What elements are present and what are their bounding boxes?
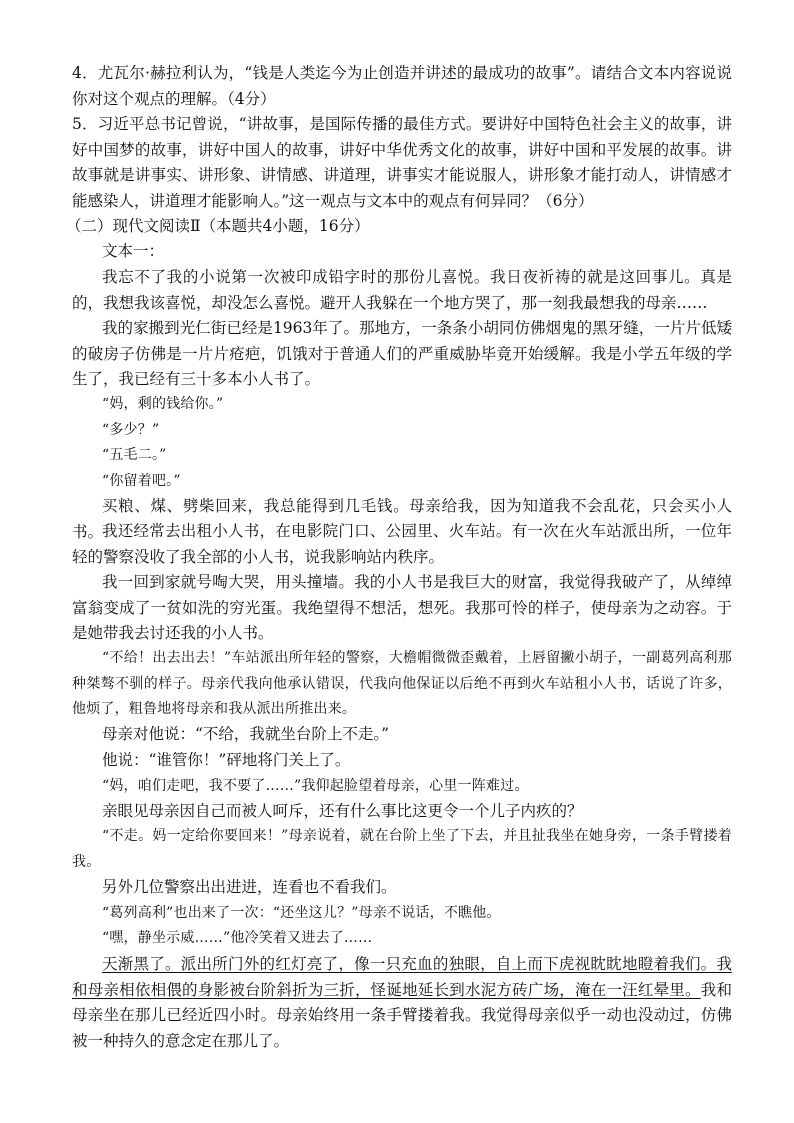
underlined-passage: 天渐黑了。派出所门外的红灯亮了，像一只充血的独眼，自上而下虎视眈眈地瞪着我们。我和母亲相依相偎的身影被台阶斜折为三折，怪诞地延长到水泥方砖广场，淹在一汪红晕里。 [72,955,732,999]
question-5: 5．习近平总书记曾说，“讲故事，是国际传播的最佳方式。要讲好中国特色社会主义的故事，讲好中国梦的故事，讲好中国人的故事，讲好中华优秀文化的故事，讲好中国和平发展的故事。讲故事就是讲事实、讲形象、讲情感、讲道理，讲事实才能说服人，讲形象才能打动人，讲情感才能感染人，讲道理才能影响人。”这一观点与文本中的观点有何异同？（6分） [72,115,732,210]
question-4: 4．尤瓦尔·赫拉利认为，“钱是人类迄今为止创造并讲述的最成功的故事”。请结合文本内容说说你对这个观点的理解。（4分） [72,64,732,108]
dialogue-line: “五毛二。” [102,447,167,463]
dialogue-line: “你留着吧。” [102,473,181,489]
paragraph-3: 买粮、煤、劈柴回来，我总能得到几毛钱。母亲给我，因为知道我不会乱花，只会买小人书。 [72,497,732,541]
paragraph-12: 另外几位警察出出进进，连看也不看我们。 [102,878,397,896]
dialogue-line: “妈，剩的钱给你。” [102,396,224,412]
paragraph-2: 我的家搬到光仁街已经是1963年了。那地方，一条条小胡同仿佛烟鬼的黑牙缝，一片片低矮的破房子仿佛是一片片疮疤，饥饿对于普通人们的严重威胁毕竟开始缓解。我是小学五年级的学生了，我已经有三十多本小人书了。 [72,319,732,388]
paragraph-14: “嘿，静坐示威……”他冷笑着又进去了…… [102,930,373,946]
dialogue-line: “多少？” [102,422,160,438]
paragraph-10: 亲眼见母亲因自己而被人呵斥，还有什么事比这更令一个儿子内疚的？ [102,802,583,820]
text-label: 文本一： [102,242,165,260]
paragraph-7: 母亲对他说：“不给，我就坐台阶上不走。” [102,725,390,743]
paragraph-9: “妈，咱们走吧，我不要了……”我仰起脸望着母亲，心里一阵难过。 [102,778,529,794]
paragraph-13: “葛列高利”也出来了一次：“还坐这儿？”母亲不说话，不瞧他。 [102,905,501,921]
paragraph-1: 我忘不了我的小说第一次被印成铅字时的那份儿喜悦。我日夜祈祷的就是这回事儿。真是的，我想我该喜悦，却没怎么喜悦。避开人我躲在一个地方哭了，那一刻我最想我的母亲…… [72,268,732,312]
paragraph-15-rest: 我和母亲坐在那儿已经近四小时。母亲始终用一条手臂搂着我。我觉得母亲似乎一动也没动过，仿佛被一种持久的意念定在那儿了。 [72,980,732,1050]
paragraph-15 [72,952,732,1054]
paragraph-5: 我一回到家就号啕大哭，用头撞墙。我的小人书是我巨大的财富，我觉得我破产了，从绰绰富翁变成了一贫如洗的穷光蛋。我绝望得不想活，想死。我那可怜的样子，使母亲为之动容。于是她带我去讨还我的小人书。 [72,573,732,642]
paragraph-11: “不走。妈一定给你要回来！”母亲说着，就在台阶上坐了下去，并且扯我坐在她身旁，一条手臂搂着我。 [72,828,732,870]
paragraph-6: “不给！出去出去！”车站派出所年轻的警察，大檐帽微微歪戴着，上唇留撇小胡子，一副葛列高利那种桀骜不驯的样子。母亲代我向他承认错误，代我向他保证以后绝不再到火车站租小人书，话说了许多，他烦了，粗鲁地将母亲和我从派出所推出来。 [72,650,732,717]
paragraph-8: 他说：“谁管你！”砰地将门关上了。 [102,751,351,769]
paragraph-4: 我还经常去出租小人书，在电影院门口、公园里、火车站。有一次在火车站派出所，一位年轻的警察没收了我全部的小人书，说我影响站内秩序。 [72,522,732,566]
section-title: （二）现代文阅读Ⅱ（本题共4小题，16分） [66,217,370,235]
